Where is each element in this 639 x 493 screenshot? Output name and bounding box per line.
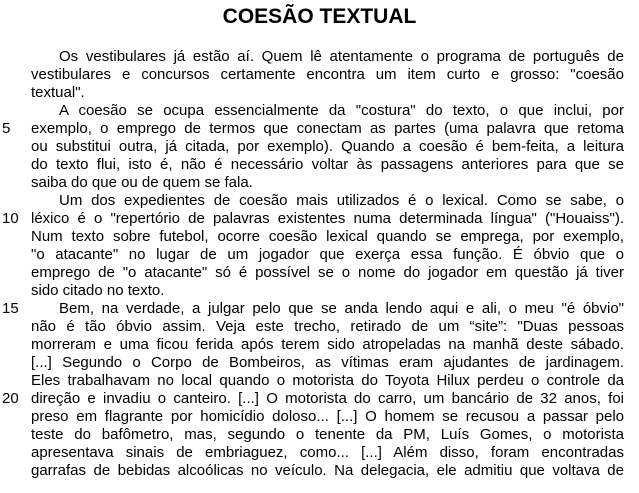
document-title: COESÃO TEXTUAL bbox=[222, 5, 417, 28]
line-text: Num texto sobre futebol, ocorre coesão lexical quando se emprega, por exemplo, bbox=[31, 228, 624, 245]
line-text: emprego de "o atacante" só é possível se o nome do jogador em questão já tiver bbox=[31, 264, 624, 281]
text-line bbox=[0, 138, 639, 156]
line-number: 5 bbox=[2, 120, 11, 137]
line-text: léxico é o "repertório de palavras existentes numa determinada língua" ("Houaiss"). bbox=[31, 210, 624, 227]
line-text: Os vestibulares já estão aí. Quem lê atentamente o programa de português de bbox=[59, 48, 624, 65]
text-line bbox=[0, 84, 639, 102]
text-line bbox=[0, 426, 639, 444]
text-line bbox=[0, 210, 639, 228]
text-line bbox=[0, 48, 639, 66]
line-text: Bem, na verdade, a julgar pelo que se anda lendo aqui e ali, o meu "é óbvio" bbox=[59, 300, 624, 317]
line-text: morreram e uma ficou ferida após terem sido atropeladas na manhã deste sábado. bbox=[31, 336, 624, 353]
line-text: vestibulares e concursos certamente encontra um item curto e grosso: "coesão bbox=[31, 66, 624, 83]
line-text: apresentava sinais de embriaguez, como... [...] Além disso, foram encontradas bbox=[31, 444, 624, 461]
line-text: garrafas de bebidas alcoólicas no veículo. Na delegacia, ele admitiu que voltava de bbox=[31, 462, 624, 479]
line-text: do texto flui, isto é, não é necessário voltar às passagens anteriores para que se bbox=[31, 156, 624, 173]
line-text: Eles trabalhavam no local quando o motorista do Toyota Hilux perdeu o controle da bbox=[31, 372, 624, 389]
line-text: textual". bbox=[31, 84, 85, 101]
line-number: 20 bbox=[2, 390, 19, 407]
line-number: 10 bbox=[2, 210, 19, 227]
text-line bbox=[0, 354, 639, 372]
text-line bbox=[0, 408, 639, 426]
line-text: preso em flagrante por homicídio doloso... [...] O homem se recusou a passar pelo bbox=[31, 408, 624, 425]
text-line bbox=[0, 66, 639, 84]
line-text: exemplo, o emprego de termos que conectam as partes (uma palavra que retoma bbox=[31, 120, 624, 137]
line-text: [...] Segundo o Corpo de Bombeiros, as vítimas eram ajudantes de jardinagem. bbox=[31, 354, 624, 371]
text-line bbox=[0, 444, 639, 462]
line-text: não é tão óbvio assim. Veja este trecho, retirado de um “site”: "Duas pessoas bbox=[31, 318, 624, 335]
line-text: "o atacante" no lugar de um jogador que exerça essa função. É óbvio que o bbox=[31, 246, 624, 263]
text-line bbox=[0, 174, 639, 192]
text-line bbox=[0, 246, 639, 264]
line-text: teste do bafômetro, mas, segundo o tenente da PM, Luís Gomes, o motorista bbox=[31, 426, 624, 443]
text-line bbox=[0, 102, 639, 120]
text-line bbox=[0, 120, 639, 138]
text-line bbox=[0, 390, 639, 408]
line-number: 15 bbox=[2, 300, 19, 317]
line-text: ou substitui outra, já citada, por exemplo). Quando a coesão é bem-feita, a leitura bbox=[31, 138, 624, 155]
text-line bbox=[0, 264, 639, 282]
text-line bbox=[0, 192, 639, 210]
text-body bbox=[0, 48, 639, 480]
text-line bbox=[0, 228, 639, 246]
text-line bbox=[0, 156, 639, 174]
line-text: sido citado no texto. bbox=[31, 282, 165, 299]
line-text: saiba do que ou de quem se fala. bbox=[31, 174, 253, 191]
text-line bbox=[0, 462, 639, 480]
line-text: Um dos expedientes de coesão mais utilizados é o lexical. Como se sabe, o bbox=[59, 192, 624, 209]
text-line bbox=[0, 300, 639, 318]
text-line bbox=[0, 336, 639, 354]
text-line bbox=[0, 318, 639, 336]
text-line bbox=[0, 372, 639, 390]
line-text: direção e invadiu o canteiro. [...] O motorista do carro, um bancário de 32 anos, foi bbox=[31, 390, 624, 407]
text-line bbox=[0, 282, 639, 300]
line-text: A coesão se ocupa essencialmente da "costura" do texto, o que inclui, por bbox=[59, 102, 624, 119]
